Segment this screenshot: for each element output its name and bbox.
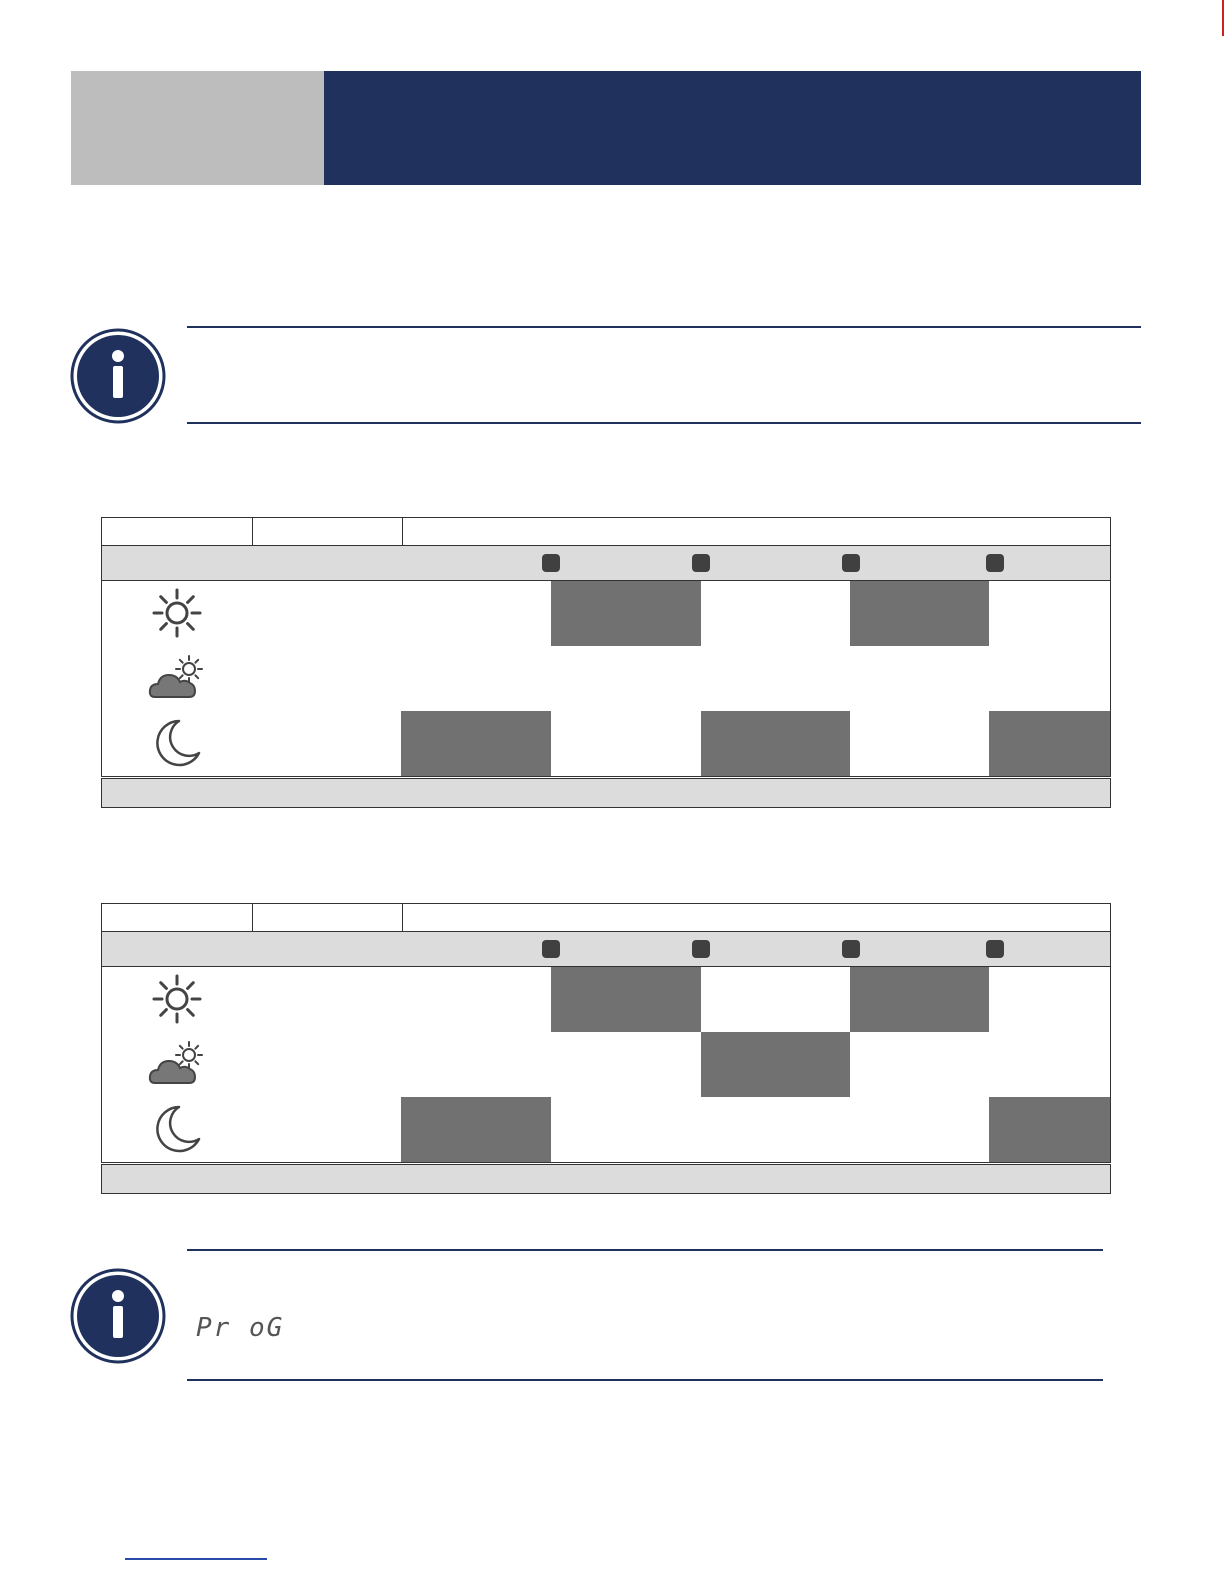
- period-marker: [842, 554, 860, 572]
- row-icon-cell: [101, 581, 252, 647]
- schedule-cell: [401, 967, 552, 1033]
- schedule-cell: [989, 646, 1111, 712]
- program-table-1: [101, 517, 1111, 809]
- row-label-cell: [251, 1097, 402, 1163]
- row-icon-cell: [101, 1032, 252, 1098]
- note-bottom-rule: [187, 1379, 1103, 1381]
- row-label-cell: [251, 711, 402, 777]
- sun-icon: [102, 967, 252, 1031]
- schedule-cell: [850, 581, 990, 647]
- cloud-sun-icon: [102, 646, 252, 710]
- schedule-cell: [701, 1032, 851, 1098]
- period-marker-row: [101, 931, 1111, 967]
- note-top-rule: [187, 1249, 1103, 1251]
- period-marker: [692, 940, 710, 958]
- schedule-cell: [701, 967, 851, 1033]
- period-marker: [986, 940, 1004, 958]
- schedule-cell: [989, 967, 1111, 1033]
- prog-display-text: Pr oG: [196, 1313, 285, 1343]
- schedule-cell: [850, 1097, 990, 1163]
- schedule-cell: [401, 711, 552, 777]
- info-icon: [70, 1268, 166, 1364]
- row-label-cell: [251, 581, 402, 647]
- moon-icon: [102, 1097, 252, 1161]
- schedule-cell: [850, 1032, 990, 1098]
- table-footer-band: [101, 778, 1111, 808]
- table-row: [101, 646, 1111, 711]
- schedule-cell: [850, 646, 990, 712]
- schedule-cell: [989, 1097, 1111, 1163]
- row-label-cell: [251, 967, 402, 1033]
- note-top-rule: [187, 326, 1141, 328]
- row-icon-cell: [101, 967, 252, 1033]
- table-row: [101, 711, 1111, 776]
- table-header-row: [101, 903, 1111, 932]
- period-marker: [986, 554, 1004, 572]
- row-icon-cell: [101, 711, 252, 777]
- info-icon: [70, 328, 166, 424]
- schedule-cell: [701, 646, 851, 712]
- schedule-cell: [401, 1032, 552, 1098]
- schedule-cell: [401, 646, 552, 712]
- table-footer-band: [101, 1164, 1111, 1194]
- schedule-cell: [850, 711, 990, 777]
- schedule-cell: [850, 967, 990, 1033]
- header-tab-block: [71, 71, 324, 185]
- cloud-sun-icon: [102, 1032, 252, 1096]
- schedule-cell: [551, 711, 702, 777]
- schedule-cell: [551, 967, 702, 1033]
- header-title-bar: [324, 71, 1141, 185]
- schedule-cell: [989, 711, 1111, 777]
- table-header-row: [101, 517, 1111, 546]
- row-label-cell: [251, 1032, 402, 1098]
- footer-link-underline[interactable]: [125, 1558, 267, 1560]
- period-marker: [542, 940, 560, 958]
- schedule-cell: [401, 1097, 552, 1163]
- schedule-cell: [551, 581, 702, 647]
- table-row: [101, 581, 1111, 646]
- schedule-cell: [701, 581, 851, 647]
- table-row: [101, 967, 1111, 1032]
- schedule-cell: [989, 581, 1111, 647]
- row-icon-cell: [101, 1097, 252, 1163]
- period-marker-row: [101, 545, 1111, 581]
- program-table-2: [101, 903, 1111, 1195]
- row-label-cell: [251, 646, 402, 712]
- schedule-cell: [701, 1097, 851, 1163]
- period-marker: [542, 554, 560, 572]
- moon-icon: [102, 711, 252, 775]
- table-row: [101, 1097, 1111, 1162]
- row-icon-cell: [101, 646, 252, 712]
- schedule-cell: [551, 1032, 702, 1098]
- table-row: [101, 1032, 1111, 1097]
- period-marker: [692, 554, 710, 572]
- schedule-cell: [551, 1097, 702, 1163]
- period-marker: [842, 940, 860, 958]
- schedule-cell: [401, 581, 552, 647]
- schedule-cell: [551, 646, 702, 712]
- sun-icon: [102, 581, 252, 645]
- schedule-cell: [989, 1032, 1111, 1098]
- note-bottom-rule: [187, 422, 1141, 424]
- schedule-cell: [701, 711, 851, 777]
